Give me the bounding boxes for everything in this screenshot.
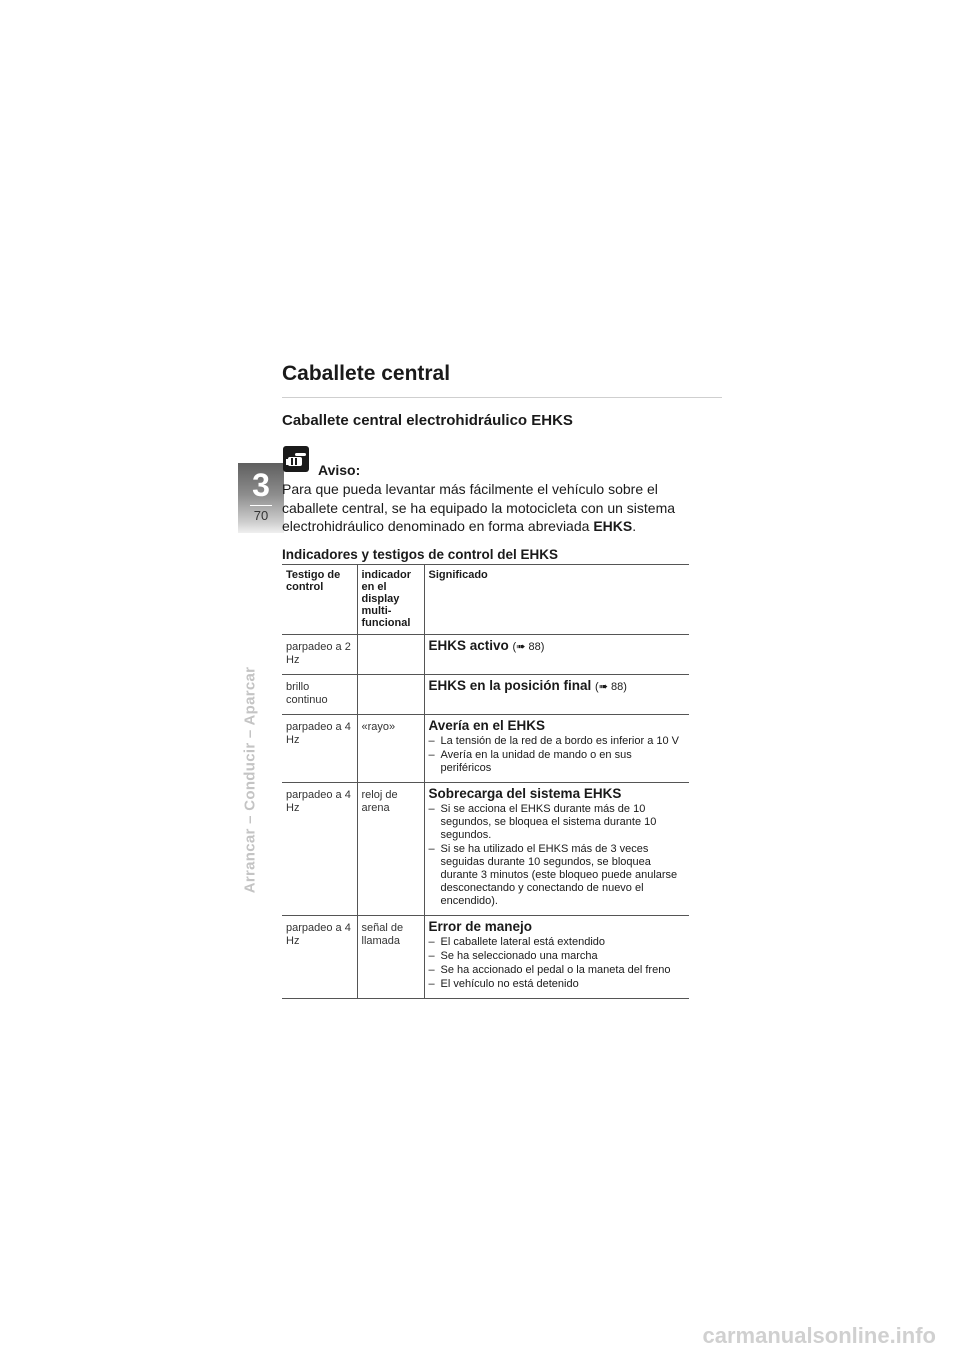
meaning-title	[429, 718, 686, 734]
meaning-cell	[424, 916, 689, 999]
note-body-end: .	[632, 518, 637, 534]
meaning-cell	[424, 675, 689, 715]
table-body	[282, 635, 689, 999]
meaning-title	[429, 786, 686, 802]
warning-lamp-cell: parpadeo a 2 Hz	[286, 641, 351, 666]
meaning-detail-list	[429, 936, 686, 991]
table-row	[282, 715, 689, 783]
watermark: carmanualsonline.info	[702, 1323, 936, 1348]
meaning-title	[429, 678, 686, 695]
meaning-title	[429, 638, 686, 655]
meaning-detail-list	[429, 803, 686, 908]
pointing-hand-icon	[283, 446, 309, 472]
header-display-indicator: indicador en el display multi-funcional	[357, 565, 424, 635]
chapter-side-label: Arrancar – Conducir – Aparcar	[241, 666, 259, 894]
note-body	[282, 480, 702, 536]
meaning-title-text: Error de manejo	[428, 919, 533, 934]
header-warning-lamp: Testigo de control	[282, 565, 357, 635]
note-heading: Aviso:	[318, 462, 361, 478]
meaning-title-text: Avería en el EHKS	[428, 718, 546, 733]
chapter-number: 3	[252, 467, 270, 503]
display-indicator-cell: «rayo»	[357, 715, 424, 783]
meaning-detail-list	[429, 735, 686, 775]
list-item: – Si se ha utilizado el EHKS más de 3 veces seguidas durante 10 segundos, se bloquea durante 3 minutos (este bloqueo puede anularse desconectando y conectando de nuevo el encendido).	[429, 843, 686, 908]
list-item: – Si se acciona el EHKS durante más de 10 segundos, se bloquea el sistema durante 10 segundos.	[429, 803, 686, 842]
page-title: Caballete central	[282, 362, 451, 385]
list-item: – Se ha seleccionado una marcha	[429, 950, 686, 963]
meaning-cell	[424, 635, 689, 675]
display-indicator-cell: señal de llamada	[357, 916, 424, 999]
section-title: Caballete central electrohidráulico EHKS	[282, 412, 573, 429]
header-meaning: Significado	[424, 565, 689, 635]
note-body-text: Para que pueda levantar más fácilmente el vehículo sobre el caballete central, se ha equipado la motocicleta con un sistema electrohidráulico denominado en forma abreviada	[282, 481, 676, 534]
page-reference: (➠ 88)	[512, 641, 545, 653]
list-item: – Se ha accionado el pedal o la maneta del freno	[429, 964, 686, 977]
table-row	[282, 635, 689, 675]
meaning-title-text: EHKS en la posición final	[428, 678, 592, 693]
display-indicator-cell: reloj de arena	[357, 783, 424, 916]
chapter-divider	[250, 505, 272, 506]
title-divider	[282, 397, 722, 398]
page-number: 70	[253, 508, 269, 523]
note-body-bold: EHKS	[593, 518, 633, 534]
warning-lamp-cell: parpadeo a 4 Hz	[286, 721, 351, 746]
warning-lamp-cell: brillo continuo	[286, 681, 328, 706]
ehks-indicator-table	[282, 564, 689, 999]
table-header-row	[282, 565, 689, 635]
display-indicator-cell	[357, 635, 424, 675]
warning-lamp-cell: parpadeo a 4 Hz	[286, 789, 351, 814]
meaning-title-text: Sobrecarga del sistema EHKS	[428, 786, 622, 801]
display-indicator-cell	[357, 675, 424, 715]
meaning-title-text: EHKS activo	[428, 638, 509, 653]
table-row	[282, 916, 689, 999]
list-item: – El caballete lateral está extendido	[429, 936, 686, 949]
warning-lamp-cell: parpadeo a 4 Hz	[286, 922, 351, 947]
list-item: – La tensión de la red de a bordo es inferior a 10 V	[429, 735, 686, 748]
meaning-cell	[424, 783, 689, 916]
meaning-cell	[424, 715, 689, 783]
meaning-title	[429, 919, 686, 935]
table-title: Indicadores y testigos de control del EHKS	[282, 547, 559, 562]
list-item: – Avería en la unidad de mando o en sus periféricos	[429, 749, 686, 775]
table-row	[282, 675, 689, 715]
list-item: – El vehículo no está detenido	[429, 978, 686, 991]
table-row	[282, 783, 689, 916]
page-reference: (➠ 88)	[595, 681, 627, 693]
